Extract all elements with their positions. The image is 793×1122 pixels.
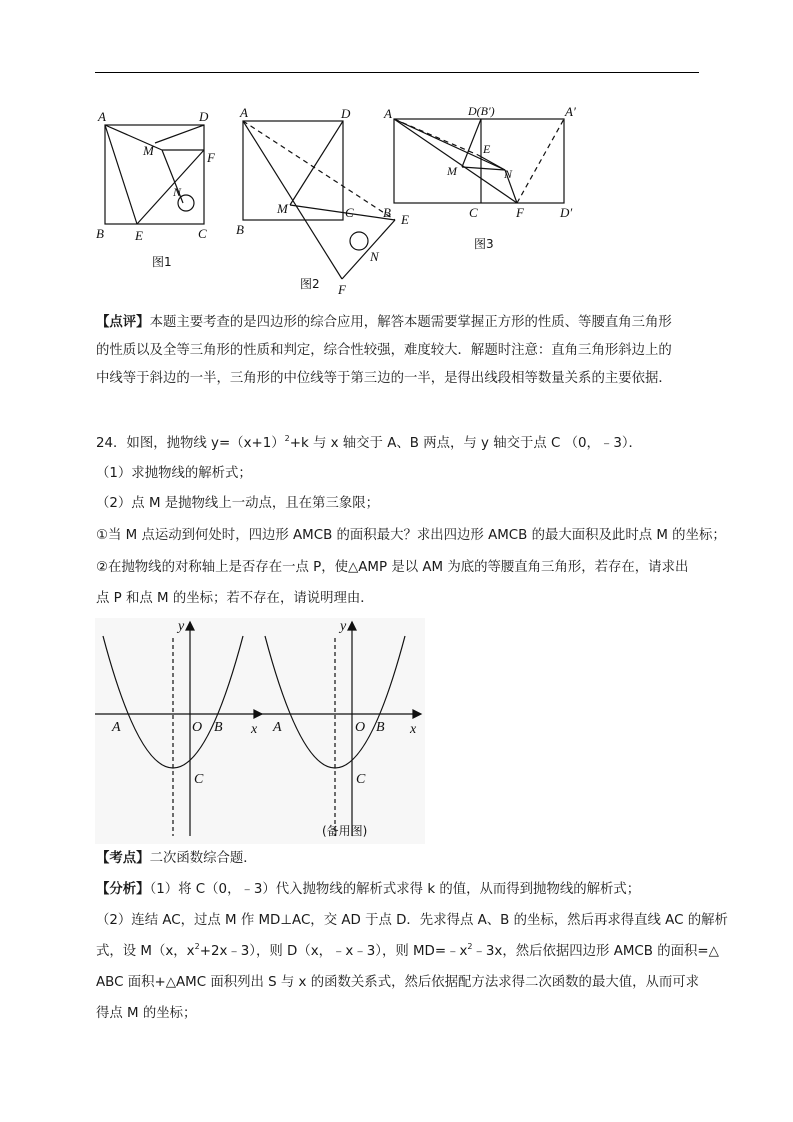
- fig3-label-D2: D′: [560, 205, 573, 220]
- fig2-label-M: M: [277, 201, 288, 216]
- problem-24-q2-2-b: 点 P 和点 M 的坐标；若不存在，请说明理由．: [96, 591, 374, 606]
- right-axis-x: x: [410, 722, 417, 737]
- right-point-O: O: [355, 720, 366, 735]
- comment-line-2: 的性质以及全等三角形的性质和判定，综合性较强，难度较大．解题时注意：直角三角形斜边上的: [96, 343, 672, 358]
- fig1-caption: 图1: [152, 255, 172, 269]
- fig1-label-A: A: [98, 109, 106, 124]
- fig2-label-E: E: [401, 212, 409, 227]
- problem-24-q2-1: ①当 M 点运动到何处时，四边形 AMCB 的面积最大？求出四边形 AMCB 的最大面积及此时点 M 的坐标；: [96, 528, 726, 543]
- fig1-label-N: N: [173, 185, 182, 199]
- stem-part-b: +k 与 x 轴交于 A、B 两点，与 y 轴交于点 C （0，﹣3）．: [289, 436, 642, 451]
- left-point-A: A: [112, 720, 121, 735]
- analysis-3-sup1: 2: [194, 942, 200, 951]
- fig2-label-B: B: [383, 205, 391, 220]
- comment-line-3: 中线等于斜边的一半，三角形的中位线等于第三边的一半，是得出线段相等数量关系的主要依据．: [96, 371, 672, 386]
- graphs-caption: (备用图): [322, 824, 368, 838]
- right-point-B: B: [376, 720, 385, 735]
- left-axis-x: x: [251, 722, 258, 737]
- fig3-label-M: M: [447, 164, 457, 178]
- fig1-label-B: B: [96, 226, 104, 241]
- fig2-label-B-low: B: [236, 222, 244, 237]
- comment-text-1: 本题主要考查的是四边形的综合应用，解答本题需要掌握正方形的性质、等腰直角三角形: [149, 315, 672, 330]
- fig1-label-C: C: [198, 226, 207, 241]
- fig1-label-M: M: [143, 143, 154, 158]
- fig2-label-C: C: [345, 205, 354, 220]
- knowledge-label: 【考点】: [96, 851, 150, 866]
- knowledge-line: [96, 849, 700, 869]
- analysis-line-1: [96, 880, 700, 900]
- fig3-label-N: N: [504, 167, 513, 181]
- analysis-3a: 式，设 M（x，x: [96, 944, 195, 959]
- fig3-caption: 图3: [474, 237, 494, 251]
- problem-24-q2: （2）点 M 是抛物线上一动点，且在第三象限；: [96, 496, 380, 511]
- left-axis-y: y: [178, 619, 185, 634]
- left-point-B: B: [214, 720, 223, 735]
- analysis-line-2: （2）连结 AC，过点 M 作 MD⊥AC，交 AD 于点 D．先求得点 A、B 的坐标，然后再求得直线 AC 的解析: [96, 913, 728, 928]
- fig2-label-D: D: [341, 106, 351, 121]
- fig2-label-F: F: [338, 282, 346, 297]
- stem-part-a: 24．如图，抛物线 y=（x+1）: [96, 436, 285, 451]
- analysis-line-4: ABC 面积+△AMC 面积列出 S 与 x 的函数关系式，然后依据配方法求得二次函数的最大值，从而可求: [96, 975, 700, 990]
- comment-label: 【点评】: [96, 315, 150, 330]
- problem-24-q1: （1）求抛物线的解析式；: [96, 466, 252, 481]
- analysis-text-1: （1）将 C（0，﹣3）代入抛物线的解析式求得 k 的值，从而得到抛物线的解析式；: [149, 882, 641, 897]
- fig1-label-F: F: [207, 150, 215, 165]
- stem-sup: 2: [284, 434, 290, 443]
- analysis-label: 【分析】: [96, 882, 150, 897]
- problem-24-q2-2-a: ②在抛物线的对称轴上是否存在一点 P，使△AMP 是以 AM 为底的等腰直角三角形，若存在，请求出: [96, 560, 689, 575]
- fig3-label-F: F: [516, 205, 524, 220]
- analysis-3-sup2: 2: [467, 942, 473, 951]
- analysis-line-5: 得点 M 的坐标；: [96, 1006, 197, 1021]
- analysis-line-3: [96, 942, 719, 962]
- fig1-label-D: D: [199, 109, 209, 124]
- fig3-label-C: C: [469, 205, 478, 220]
- fig3-label-E: E: [483, 142, 491, 156]
- left-point-O: O: [192, 720, 203, 735]
- fig3-label-A2: A′: [565, 104, 576, 119]
- knowledge-text: 二次函数综合题．: [149, 851, 257, 866]
- fig2-label-N: N: [370, 249, 379, 264]
- right-point-C: C: [356, 772, 366, 787]
- analysis-3b: +2x﹣3），则 D（x，﹣x﹣3），则 MD=﹣x: [199, 944, 468, 959]
- right-axis-y: y: [340, 619, 347, 634]
- fig3-label-A: A: [384, 106, 392, 121]
- analysis-3c: ﹣3x，然后依据四边形 AMCB 的面积=△: [472, 944, 719, 959]
- right-point-A: A: [273, 720, 282, 735]
- fig3-label-DB: D(B′): [468, 104, 495, 118]
- fig2-label-A: A: [240, 105, 248, 120]
- fig1-label-E: E: [135, 228, 143, 243]
- left-point-C: C: [194, 772, 204, 787]
- fig2-caption: 图2: [300, 277, 320, 291]
